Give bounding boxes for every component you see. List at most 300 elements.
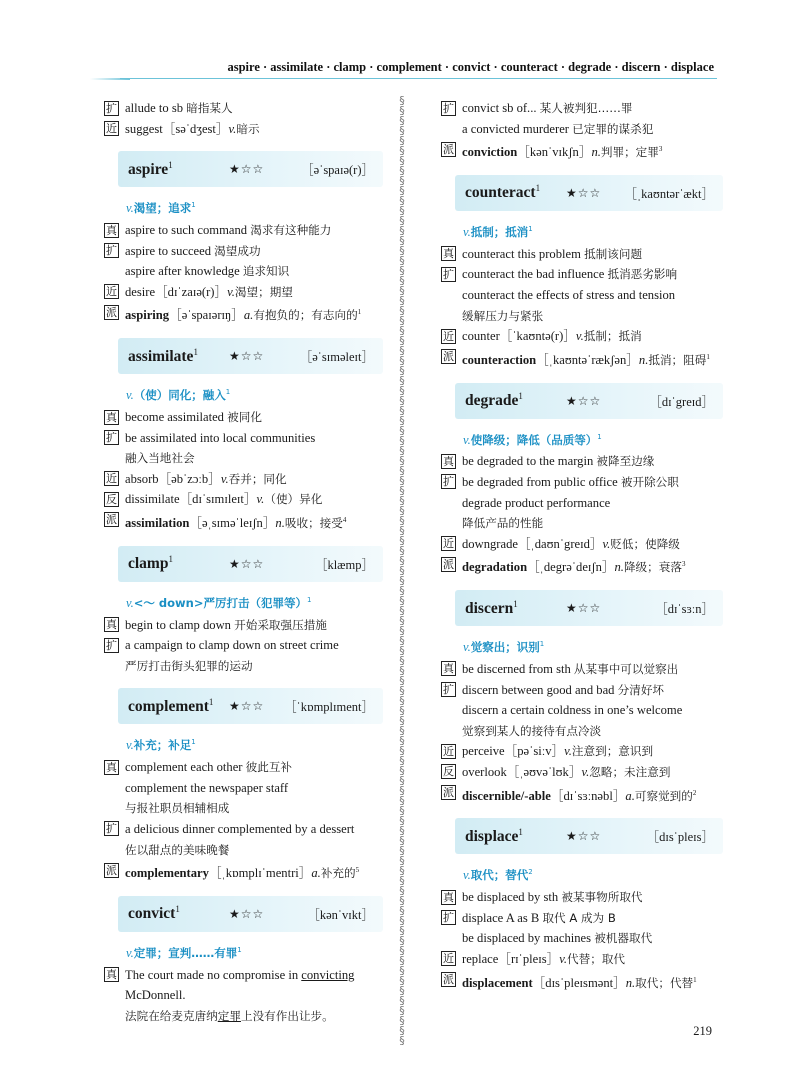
frequency-mark: 5 — [355, 866, 360, 875]
text-run: 被降至边缘 — [596, 454, 655, 469]
star-rating: ★☆☆ — [566, 185, 602, 200]
text-run: 觉察到某人的接待有点冷淡 — [462, 723, 602, 738]
headword-card-convict — [118, 896, 383, 932]
example-line — [104, 965, 386, 986]
entry-tag: 派 — [443, 557, 454, 571]
example-line — [441, 554, 731, 578]
example-line — [441, 264, 731, 285]
text-run: discern between good and bad — [462, 682, 618, 697]
text-run: 被同化 — [227, 410, 262, 424]
entry-text — [125, 985, 186, 1006]
headword: aspire$^1$ — [128, 159, 173, 178]
entry-tag: 近 — [443, 952, 454, 966]
example-line — [441, 306, 731, 327]
sense-frequency: 1 — [306, 595, 312, 604]
sense-text: （使）同化；融入 — [133, 388, 226, 402]
sense-text: 使降级；降低（品质等） — [470, 432, 598, 447]
entry-tag: 扩 — [443, 475, 454, 489]
part-of-speech: v. — [126, 945, 134, 960]
example-line — [104, 241, 386, 262]
entry-text — [462, 659, 678, 680]
text-run: v. — [227, 284, 235, 299]
entry-tag: 反 — [443, 765, 454, 779]
headword-frequency: 1 — [193, 346, 198, 357]
headword: discern$^1$ — [465, 598, 518, 617]
entry-text — [125, 840, 229, 861]
text-run: complementary — [125, 866, 209, 881]
example-line — [441, 513, 731, 534]
headword-card-clamp — [118, 546, 383, 582]
frequency-mark: 2 — [692, 788, 697, 797]
text-run: 缓解压力与紧张 — [462, 308, 544, 323]
headword-card-aspire — [118, 151, 383, 187]
entry-tag: 扩 — [106, 101, 117, 115]
text-run: counteraction — [462, 352, 537, 367]
entry-text — [125, 119, 260, 140]
text-run: aspiring — [125, 308, 170, 323]
text-run: desire［dɪˈzaɪə(r)］ — [125, 284, 228, 299]
entry-text — [462, 513, 543, 534]
entry-tag: 扩 — [443, 267, 454, 281]
text-run: 某人被判犯……罪 — [539, 101, 633, 115]
text-run: 取代；代替 — [635, 975, 694, 990]
example-line — [441, 244, 731, 265]
entry-text — [125, 469, 287, 490]
text-run: The court made no compromise in — [125, 967, 302, 982]
entry-text — [125, 798, 229, 819]
entry-text — [125, 407, 262, 428]
part-of-speech: v. — [126, 595, 134, 610]
example-line — [441, 887, 731, 908]
text-run: a campaign to clamp down on street crime — [125, 638, 339, 653]
text-run: v. — [575, 329, 584, 344]
text-run: a. — [243, 308, 254, 323]
example-line — [104, 798, 386, 819]
entry-tag: 真 — [443, 247, 454, 261]
frequency-mark: 1 — [693, 975, 697, 984]
text-run: assimilation — [125, 516, 190, 531]
text-run: n. — [638, 352, 649, 367]
frequency-mark: 4 — [342, 515, 347, 524]
part-of-speech: v. — [463, 224, 471, 239]
headword: displace$^1$ — [465, 826, 523, 845]
example-line — [104, 428, 386, 449]
text-run: v. — [220, 471, 229, 486]
text-run: aspire to succeed — [125, 243, 215, 258]
entry-text — [462, 721, 601, 742]
entry-tag: 真 — [443, 662, 454, 676]
running-head: aspire · assimilate · clamp · complement · convict · counteract · degrade · discern · displace — [227, 60, 714, 74]
phonetic: ［əˈspaɪə(r)］ — [301, 163, 374, 178]
text-run: n. — [625, 975, 636, 990]
text-run: degradation — [462, 560, 528, 575]
entry-tag: 真 — [106, 968, 117, 982]
example-line — [104, 1006, 386, 1027]
entry-text — [125, 220, 331, 241]
entry-text — [125, 778, 288, 799]
phonetic: ［dɪsˈpleɪs］ — [646, 830, 714, 845]
entry-text — [462, 264, 677, 285]
text-run: 抵制；抵消 — [583, 329, 642, 344]
text-run: 已定罪的谋杀犯 — [572, 121, 654, 136]
example-line — [441, 949, 731, 970]
entry-text — [125, 615, 327, 636]
sense-line — [441, 219, 731, 242]
text-run: 被某事物所取代 — [561, 890, 643, 905]
text-run: replace［rɪˈpleɪs］ — [462, 951, 560, 966]
text-run: 降低产品的性能 — [462, 516, 544, 531]
text-run: suggest［səˈdʒest］ — [125, 121, 229, 136]
frequency-mark: 3 — [658, 145, 663, 154]
text-run: displacement — [462, 975, 533, 990]
entry-text — [125, 819, 354, 840]
text-run: conviction — [462, 145, 518, 160]
star-rating: ★☆☆ — [229, 906, 265, 921]
text-run: 取代 A 成为 B — [542, 910, 616, 925]
text-run: 佐以甜点的美味晚餐 — [125, 842, 230, 857]
entry-text — [462, 534, 680, 555]
sense-frequency: 1 — [237, 945, 242, 954]
entry-tag: 近 — [106, 285, 117, 299]
frequency-mark: 1 — [706, 352, 710, 361]
text-run: downgrade［ˌdaʊnˈgreɪd］ — [462, 536, 603, 551]
sense-text: 渴望；追求 — [133, 201, 192, 216]
example-line — [441, 680, 731, 701]
example-line — [104, 220, 386, 241]
entry-text — [125, 448, 195, 469]
entry-tag: 真 — [443, 890, 454, 904]
headword-card-displace — [455, 818, 723, 854]
entry-tag: 派 — [443, 142, 454, 156]
text-run: 渴求有这种能力 — [250, 223, 332, 238]
text-run: 追求知识 — [242, 264, 290, 279]
headword-frequency: 1 — [168, 159, 173, 170]
example-line — [441, 700, 731, 721]
text-run: overlook［ˌəʊvəˈlʊk］ — [462, 764, 582, 779]
text-run: v. — [581, 764, 590, 779]
entry-tag: 近 — [106, 472, 117, 486]
text-run: discernible/-able — [462, 788, 551, 803]
sense-line — [104, 732, 386, 755]
entry-tag: 扩 — [106, 638, 117, 652]
text-run: ［dɪˈsɜːnəbl］ — [550, 788, 626, 803]
text-run: （使）异化 — [264, 492, 323, 507]
entry-tag: 反 — [106, 492, 117, 506]
headword-frequency: 1 — [175, 904, 180, 915]
part-of-speech: v. — [126, 201, 134, 216]
frequency-mark: 1 — [357, 308, 362, 317]
example-line — [104, 778, 386, 799]
star-rating: ★☆☆ — [566, 829, 602, 844]
example-line — [104, 635, 386, 656]
example-line — [104, 261, 386, 282]
entry-tag: 近 — [106, 122, 117, 136]
sense-frequency: 1 — [539, 640, 545, 649]
text-run: v. — [228, 121, 237, 136]
entry-text — [462, 949, 625, 970]
headword-frequency: 1 — [208, 696, 214, 707]
page-number: 219 — [693, 1024, 712, 1038]
text-run: 彼此互补 — [245, 760, 293, 775]
column-divider: § § § § § § § § § § § § § § § § § § § § § § § § § § § § § § § § § § § § § § § § § § § § § § § § § § § § § § § § § § § § § § § § § § § § § § § § § § § § § § § § § § § § § § § § § § § § § § § — [399, 94, 405, 1047]
part-of-speech: v. — [463, 868, 471, 883]
entry-text — [125, 428, 315, 449]
entry-text — [462, 762, 670, 783]
text-run: degrade product performance — [462, 495, 611, 510]
sense-line — [104, 590, 386, 613]
entry-text — [462, 887, 643, 908]
entry-text — [125, 1006, 334, 1027]
text-run: aspire after knowledge — [125, 264, 243, 279]
phonetic: ［ˌkaʊntərˈækt］ — [624, 186, 714, 201]
entry-text — [462, 306, 543, 327]
part-of-speech: v. — [126, 738, 134, 753]
entry-text — [462, 98, 632, 119]
sense-line — [104, 195, 386, 218]
entry-text — [125, 98, 233, 119]
entry-tag: 扩 — [106, 431, 117, 445]
entry-tag: 真 — [106, 410, 117, 424]
text-run: 被开除公职 — [620, 474, 679, 489]
example-line — [104, 656, 386, 677]
example-line — [441, 721, 731, 742]
phonetic: ［dɪˈgreɪd］ — [649, 394, 714, 409]
text-run: discern a certain coldness in one’s welcome — [462, 703, 683, 718]
sense-text: 觉察出；识别 — [470, 639, 540, 654]
entry-tag: 近 — [443, 329, 454, 343]
text-run: ［dɪsˈpleɪsmənt］ — [532, 975, 626, 990]
text-run: a. — [311, 866, 321, 881]
entry-text — [125, 489, 322, 510]
example-line — [441, 762, 731, 783]
headword: complement$^1$ — [128, 696, 214, 715]
example-line — [441, 741, 731, 762]
continuation-line — [104, 98, 386, 119]
headword-card-degrade — [455, 383, 723, 419]
text-run: perceive［pəˈsiːv］ — [462, 744, 565, 759]
phonetic: ［kənˈvɪkt］ — [307, 907, 374, 922]
entry-text — [125, 282, 293, 303]
text-run: ［əˌsɪməˈleɪʃn］ — [189, 516, 276, 531]
headword-frequency: 1 — [535, 183, 541, 194]
entry-tag: 派 — [443, 786, 454, 800]
continuation-line — [441, 139, 731, 163]
text-run: be displaced by machines — [462, 931, 595, 946]
example-line — [441, 928, 731, 949]
sense-line — [441, 634, 731, 657]
example-line — [104, 819, 386, 840]
headword-card-counteract — [455, 175, 723, 211]
entry-text — [125, 510, 346, 534]
text-run: 吞并；同化 — [228, 471, 287, 486]
entry-text — [125, 261, 289, 282]
phonetic: ［dɪˈsɜːn］ — [655, 602, 714, 617]
example-line — [441, 326, 731, 347]
text-run: v. — [602, 536, 611, 551]
example-line — [104, 469, 386, 490]
entry-text — [462, 741, 653, 762]
entry-tag: 扩 — [106, 244, 117, 258]
text-run: 抵消；阻碍 — [648, 352, 707, 367]
example-line — [104, 757, 386, 778]
entry-text — [462, 285, 675, 306]
text-run: displace A as B — [462, 910, 543, 925]
star-rating: ★☆☆ — [229, 699, 265, 714]
right-column — [441, 98, 731, 993]
entry-text — [462, 908, 616, 929]
entry-text — [125, 302, 361, 326]
sense-line — [441, 862, 731, 885]
text-run: become assimilated — [125, 410, 228, 424]
text-run: ［ˌkaʊntəˈrækʃən］ — [536, 352, 639, 367]
part-of-speech: v. — [463, 432, 471, 447]
headword: convict$^1$ — [128, 904, 180, 923]
example-line — [441, 908, 731, 929]
text-run: be displaced by sth — [462, 890, 562, 905]
text-run: 抵消恶劣影响 — [607, 267, 678, 282]
text-run: 忽略；未注意到 — [589, 764, 671, 779]
text-run: v. — [564, 744, 572, 759]
text-run: ［ˌdegrəˈdeɪʃn］ — [527, 560, 615, 575]
text-run: a delicious dinner complemented by a dessert — [125, 821, 355, 836]
text-run: 可察觉到的 — [634, 788, 693, 803]
text-run: complement the newspaper staff — [125, 780, 289, 795]
sense-text: 取代；替代 — [470, 868, 529, 883]
text-run: absorb［əbˈzɔːb］ — [125, 471, 221, 486]
sense-line — [104, 940, 386, 963]
text-run: complement each other — [125, 760, 246, 775]
text-run: counteract the effects of stress and tension — [462, 287, 676, 302]
text-run: 分清好坏 — [617, 682, 665, 697]
star-rating: ★☆☆ — [229, 349, 265, 364]
entry-text — [125, 241, 261, 262]
sense-frequency: 1 — [597, 432, 602, 441]
phonetic: ［ˈkɒmplɪment］ — [284, 700, 374, 715]
sense-text: <～ down>严厉打击（犯罪等） — [133, 595, 307, 610]
entry-tag: 真 — [106, 760, 117, 774]
entry-text — [462, 680, 664, 701]
text-run: convict sb of... — [462, 101, 540, 115]
headword-frequency: 1 — [513, 598, 518, 609]
entry-tag: 真 — [106, 223, 117, 237]
text-run: ［ˌkɒmplɪˈmentri］ — [208, 866, 312, 881]
example-line — [441, 783, 731, 807]
example-line — [104, 510, 386, 534]
text-run: 暗示 — [236, 121, 260, 136]
headword: clamp$^1$ — [128, 554, 173, 573]
text-run: 代替；取代 — [567, 951, 626, 966]
sense-text: 定罪；宣判……有罪 — [133, 945, 238, 960]
entry-tag: 真 — [106, 618, 117, 632]
example-line — [104, 302, 386, 326]
text-run: 判罪；定罪 — [600, 145, 659, 160]
entry-text — [125, 757, 292, 778]
entry-tag: 扩 — [443, 911, 454, 925]
text-run: convicting — [301, 967, 355, 982]
continuation-line — [441, 119, 731, 140]
text-run: 吸收；接受 — [284, 516, 343, 531]
star-rating: ★☆☆ — [229, 162, 265, 177]
text-run: counteract the bad influence — [462, 267, 608, 282]
entry-text — [462, 119, 653, 140]
entry-text — [462, 347, 710, 371]
entry-tag: 扩 — [443, 683, 454, 697]
text-run: 与报社职员相辅相成 — [125, 801, 230, 816]
entry-text — [462, 970, 697, 994]
entry-text — [125, 965, 354, 986]
text-run: counter［ˈkaʊntə(r)］ — [462, 329, 576, 344]
entry-text — [462, 244, 642, 265]
example-line — [104, 615, 386, 636]
entry-text — [462, 139, 662, 163]
text-run: 融入当地社会 — [125, 451, 195, 466]
example-line — [441, 493, 731, 514]
headword-card-discern — [455, 590, 723, 626]
phonetic: ［klæmp］ — [314, 557, 374, 572]
entry-text — [462, 554, 685, 578]
continuation-line — [441, 98, 731, 119]
headword-card-assimilate — [118, 338, 383, 374]
example-line — [104, 282, 386, 303]
star-rating: ★☆☆ — [229, 556, 265, 571]
example-line — [441, 534, 731, 555]
entry-tag: 派 — [443, 973, 454, 986]
entry-tag: 近 — [443, 744, 454, 758]
sense-frequency: 1 — [191, 738, 196, 747]
headword-frequency: 1 — [518, 826, 523, 837]
headword: degrade$^1$ — [465, 390, 523, 410]
entry-text — [462, 472, 679, 493]
text-run: n. — [275, 516, 285, 531]
entry-text — [462, 493, 610, 514]
text-run: McDonnell. — [125, 988, 186, 1003]
sense-text: 抵制；抵消 — [470, 224, 529, 239]
text-run: a. — [625, 788, 635, 803]
entry-tag: 扩 — [106, 822, 117, 836]
entry-text — [125, 635, 339, 656]
sense-text: 补充；补足 — [133, 738, 192, 753]
headword-frequency: 1 — [518, 390, 523, 401]
headword-card-complement — [118, 688, 383, 724]
text-run: 从某事中可以觉察出 — [573, 661, 679, 676]
entry-text — [462, 783, 696, 807]
entry-text — [125, 860, 359, 884]
star-rating: ★☆☆ — [566, 601, 602, 616]
text-run: begin to clamp down — [125, 617, 235, 632]
text-run: 补充的 — [320, 866, 356, 881]
text-run: 严厉打击街头犯罪的运动 — [125, 658, 253, 673]
text-run: 渴望成功 — [214, 243, 261, 258]
text-run: 有抱负的；有志向的 — [253, 308, 358, 323]
entry-text — [125, 656, 253, 677]
example-line — [104, 985, 386, 1006]
text-run: allude to sb — [125, 101, 187, 115]
entry-text — [462, 700, 682, 721]
text-run: n. — [614, 560, 624, 575]
text-run: ［əˈspaɪərɪŋ］ — [169, 308, 244, 323]
part-of-speech: v. — [463, 639, 471, 654]
text-run: 抵制该问题 — [584, 246, 643, 261]
text-run: n. — [591, 145, 601, 160]
header-rule — [120, 78, 717, 79]
phonetic: ［əˈsɪməleɪt］ — [299, 350, 374, 365]
sense-frequency: 2 — [528, 868, 533, 877]
text-run: 暗指某人 — [186, 101, 233, 115]
star-rating: ★☆☆ — [566, 393, 602, 408]
text-run: 渴望；期望 — [234, 284, 293, 299]
entry-tag: 扩 — [443, 101, 454, 115]
text-run: v. — [256, 492, 265, 507]
